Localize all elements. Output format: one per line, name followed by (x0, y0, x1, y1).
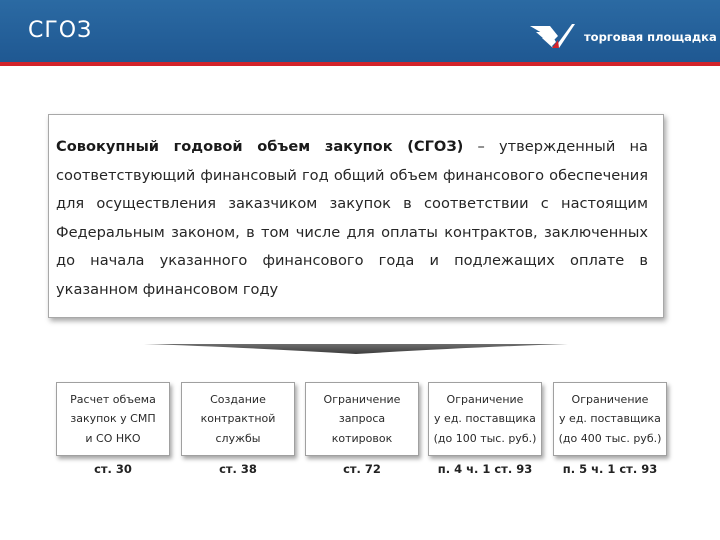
card-ref: п. 4 ч. 1 ст. 93 (437, 462, 533, 476)
definition-term: Совокупный годовой объем закупок (СГОЗ) (56, 138, 464, 155)
divider-bar (144, 343, 568, 355)
logo-text: торговая площадка (584, 30, 717, 44)
card-single-supplier-400 (553, 382, 667, 456)
logo-mark-icon (528, 22, 576, 52)
header-accent-line (0, 62, 720, 66)
card-single-supplier-100 (428, 382, 542, 456)
card-smp (56, 382, 170, 456)
card-ref: п. 5 ч. 1 ст. 93 (562, 462, 658, 476)
card-text: Ограничение у ед. поставщика (до 100 тыс. руб.) (433, 392, 537, 445)
card-ref: ст. 30 (94, 462, 132, 476)
page-title: СГОЗ (28, 18, 93, 43)
card-ref: ст. 38 (219, 462, 257, 476)
definition-body: – утвержденный на соответствующий финансовый год общий объем финансового обеспечения для осуществления заказчиком закупок в соответствии с настоящим Федеральным законом, в том числе для оплаты контрактов, заключенных до начала указанного финансового года и подлежащих оплате в указанном финансовом году (56, 138, 648, 298)
card-text: Расчет объема закупок у СМП и СО НКО (70, 392, 156, 445)
card-quotation-limit (305, 382, 419, 456)
logo (528, 22, 717, 52)
card-ref: ст. 72 (343, 462, 381, 476)
card-text: Ограничение у ед. поставщика (до 400 тыс. руб.) (558, 392, 662, 445)
definition-text (56, 133, 648, 305)
card-text: Ограничение запроса котировок (323, 392, 401, 445)
card-contract-service (181, 382, 295, 456)
card-text: Создание контрактной службы (200, 392, 276, 445)
